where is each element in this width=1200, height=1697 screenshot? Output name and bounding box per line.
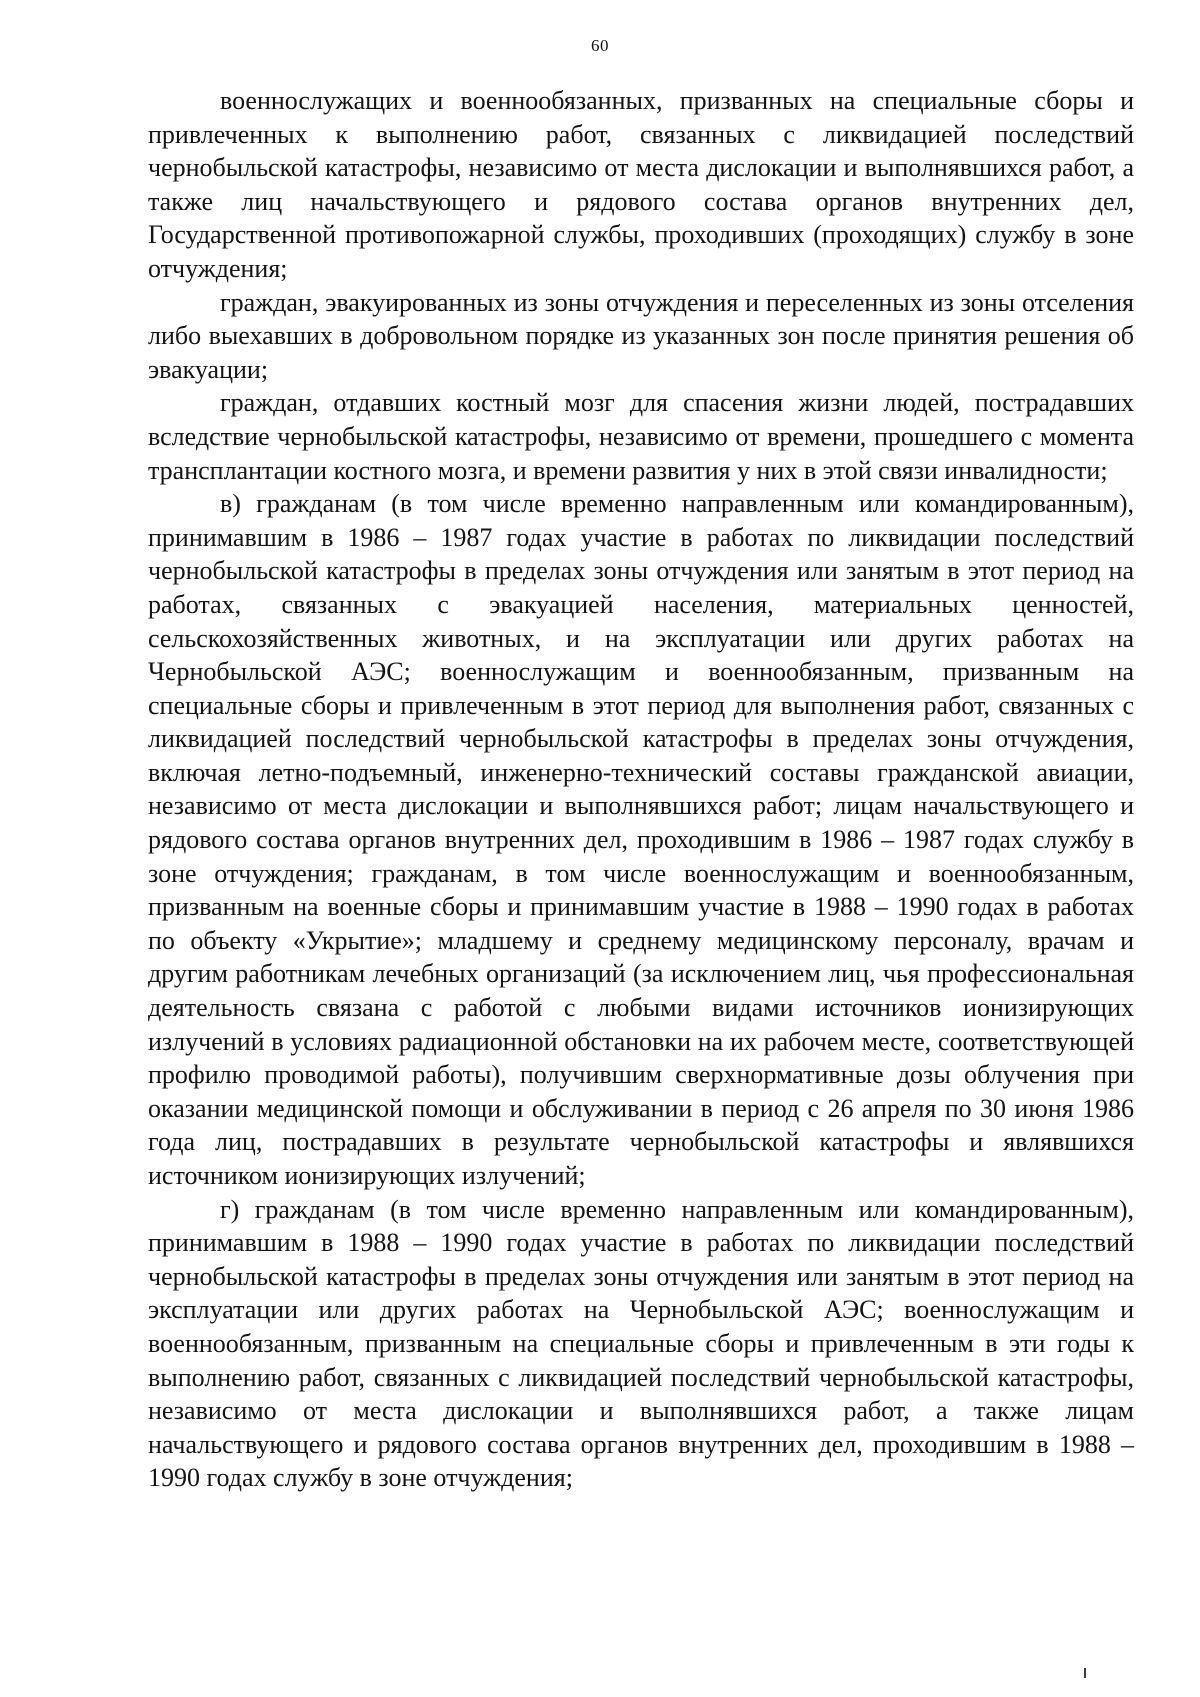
paragraph-item-v: в) гражданам (в том числе временно направленным или командированным), принимавшим в 1986 – 1987 годах участие в работах по ликвидации последствий чернобыльской катастрофы в пределах зоны отчуждения или занятым в этот период на работах, связанных с эвакуацией населения, материальных ценностей, сельскохозяйственных животных, и на эксплуатации или других работах на Чернобыльской АЭС; военнослужащим и военнообязанным, призванным на специальные сборы и привлеченным в этот период для выполнения работ, связанных с ликвидацией последствий чернобыльской катастрофы в пределах зоны отчуждения, включая летно-подъемный, инженерно-технический составы гражданской авиации, независимо от места дислокации и выполнявшихся работ; лицам начальствующего и рядового состава органов внутренних дел, проходившим в 1986 – 1987 годах службу в зоне отчуждения; гражданам, в том числе военнослужащим и военнообязанным, призванным на военные сборы и принимавшим участие в 1988 – 1990 годах в работах по объекту «Укрытие»; младшему и среднему медицинскому персоналу, врачам и другим работникам лечебных организаций (за исключением лиц, чья профессиональная деятельность связана с работой с любыми видами источников ионизирующих излучений в условиях радиационной обстановки на их рабочем месте, соответствующей профилю проводимой работы), получившим сверхнормативные дозы облучения при оказании медицинской помощи и обслуживании в период с 26 апреля по 30 июня 1986 года лиц, пострадавших в результате чернобыльской катастрофы и являвшихся источником ионизирующих излучений;: [148, 489, 1134, 1190]
paragraph-bone-marrow-donors: граждан, отдавших костный мозг для спасения жизни людей, пострадавших вследствие чернобыльской катастрофы, независимо от времени, прошедшего с момента трансплантации костного мозга, и времени развития у них в этой связи инвалидности;: [148, 388, 1134, 485]
scan-edge-mark: [1084, 1668, 1086, 1678]
paragraph-item-g: г) гражданам (в том числе временно направленным или командированным), принимавшим в 1988 – 1990 годах участие в работах по ликвидации последствий чернобыльской катастрофы в пределах зоны отчуждения или занятым в этот период на эксплуатации или других работах на Чернобыльской АЭС; военнослужащим и военнообязанным, призванным на специальные сборы и привлеченным в эти годы к выполнению работ, связанных с ликвидацией последствий чернобыльской катастрофы, независимо от места дислокации и выполнявшихся работ, а также лицам начальствующего и рядового состава органов внутренних дел, проходившим в 1988 – 1990 годах службу в зоне отчуждения;: [148, 1194, 1134, 1493]
paragraph-evacuated-citizens: граждан, эвакуированных из зоны отчуждения и переселенных из зоны отселения либо выехавших в добровольном порядке из указанных зон после принятия решения об эвакуации;: [148, 287, 1134, 384]
page-number: 60: [591, 36, 609, 55]
paragraph-servicemen-continuation: военнослужащих и военнообязанных, призванных на специальные сборы и привлеченных к выполнению работ, связанных с ликвидацией последствий чернобыльской катастрофы, независимо от места дислокации и выполнявшихся работ, а также лиц начальствующего и рядового состава органов внутренних дел, Государственной противопожарной службы, проходивших (проходящих) службу в зоне отчуждения;: [148, 86, 1134, 283]
document-body: [148, 84, 1134, 1495]
